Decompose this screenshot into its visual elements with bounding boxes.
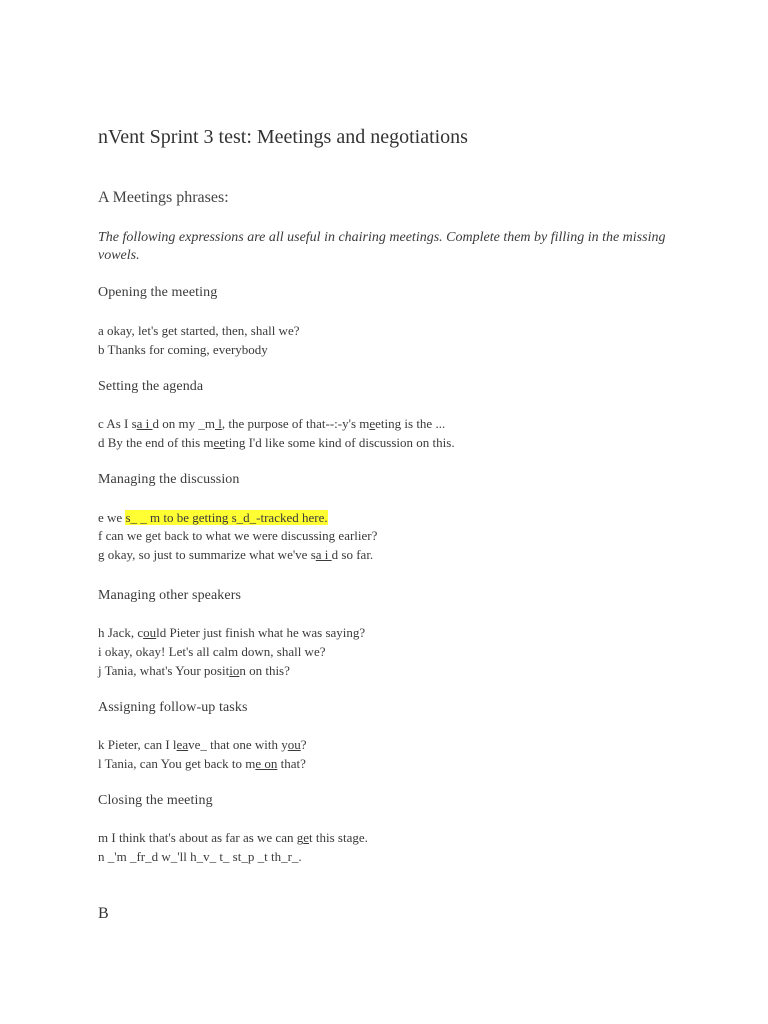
phrase-j-part: j Tania, what's Your posit bbox=[98, 663, 230, 678]
phrase-l-part: l Tania, can You get back to m bbox=[98, 756, 256, 771]
section-b-heading: B bbox=[98, 905, 109, 922]
phrase-l-blank: e on bbox=[255, 756, 278, 771]
phrase-h-blank: ou bbox=[143, 625, 157, 640]
phrase-c-blank: l bbox=[215, 416, 222, 431]
phrase-f: f can we get back to what we were discussing earlier? bbox=[98, 528, 378, 543]
subhead-discussion: Managing the discussion bbox=[98, 472, 240, 487]
phrase-c-part: c As I s bbox=[98, 416, 137, 431]
phrase-e-part: e we bbox=[98, 510, 126, 525]
subhead-opening: Opening the meeting bbox=[98, 285, 218, 300]
subhead-followup: Assigning follow-up tasks bbox=[98, 700, 248, 715]
instruction-text: The following expressions are all useful in chairing meetings. Complete them by filling in the missing vowels. bbox=[98, 230, 666, 263]
phrase-j bbox=[98, 663, 290, 679]
phrase-e bbox=[98, 510, 328, 526]
phrase-c-part: , the purpose of that--:-y's m bbox=[221, 416, 370, 431]
subhead-agenda: Setting the agenda bbox=[98, 379, 204, 394]
page-title: nVent Sprint 3 test: Meetings and negotiations bbox=[98, 126, 468, 148]
phrase-k-part: ? bbox=[300, 737, 307, 752]
subhead-closing: Closing the meeting bbox=[98, 793, 213, 808]
phrase-c-part: d on my _m bbox=[152, 416, 216, 431]
phrase-k-part: k Pieter, can I l bbox=[98, 737, 177, 752]
subhead-speakers: Managing other speakers bbox=[98, 588, 242, 603]
phrase-j-blank: io bbox=[229, 663, 240, 678]
phrase-m-part: t this stage. bbox=[309, 830, 368, 845]
phrase-g-part: g okay, so just to summarize what we've s bbox=[98, 547, 316, 562]
phrase-m bbox=[98, 830, 368, 846]
phrase-a: a okay, let's get started, then, shall we? bbox=[98, 323, 300, 338]
phrase-d-blank: ee bbox=[213, 435, 226, 450]
phrase-d-part: d By the end of this m bbox=[98, 435, 214, 450]
phrase-g-blank: a i bbox=[315, 547, 332, 562]
phrase-d-part: ting I'd like some kind of discussion on this. bbox=[225, 435, 455, 450]
phrase-m-blank: e bbox=[303, 830, 310, 845]
phrase-h-part: h Jack, c bbox=[98, 625, 144, 640]
phrase-c-blank: e bbox=[369, 416, 376, 431]
phrase-g bbox=[98, 547, 373, 563]
section-a-heading: A Meetings phrases: bbox=[98, 189, 229, 206]
phrase-c bbox=[98, 416, 445, 432]
phrase-n: n _'m _fr_d w_'ll h_v_ t_ st_p _t th_r_. bbox=[98, 849, 302, 864]
phrase-k-part: ve_ that one with y bbox=[188, 737, 288, 752]
phrase-c-blank: a i bbox=[136, 416, 153, 431]
phrase-i: i okay, okay! Let's all calm down, shall we? bbox=[98, 644, 326, 659]
phrase-d bbox=[98, 435, 455, 451]
phrase-k-blank: ou bbox=[287, 737, 301, 752]
phrase-k bbox=[98, 737, 307, 753]
phrase-h-part: ld Pieter just finish what he was saying? bbox=[156, 625, 366, 640]
phrase-g-part: d so far. bbox=[331, 547, 374, 562]
phrase-e-highlight: s_ _ m to be getting s_d_-tracked here. bbox=[125, 510, 328, 525]
phrase-j-part: n on this? bbox=[239, 663, 290, 678]
phrase-c-part: eting is the ... bbox=[375, 416, 446, 431]
phrase-b: b Thanks for coming, everybody bbox=[98, 342, 268, 357]
phrase-m-part: m I think that's about as far as we can g bbox=[98, 830, 304, 845]
phrase-l-part: that? bbox=[277, 756, 306, 771]
phrase-l bbox=[98, 756, 306, 772]
phrase-h bbox=[98, 625, 365, 641]
phrase-k-blank: ea bbox=[176, 737, 189, 752]
